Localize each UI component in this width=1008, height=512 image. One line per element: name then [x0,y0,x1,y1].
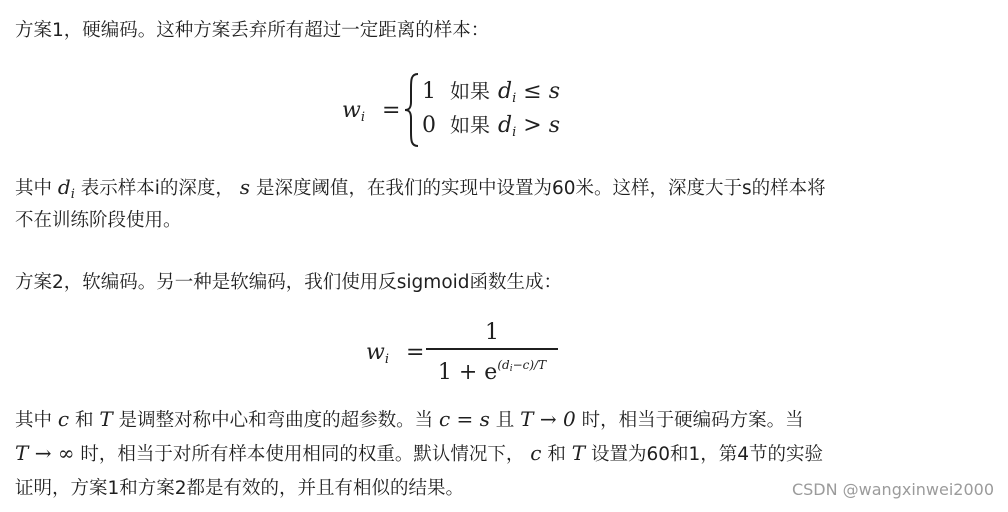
formula-1-case-1 [422,76,560,114]
formula-1-lhs [342,94,400,135]
case-2-relation: > s [523,113,560,138]
scheme-2-intro-text: 方案2，软编码。另一种是软编码，我们使用反sigmoid函数生成： [15,272,563,293]
inline-math-s: s [239,175,251,199]
denominator-exponent [497,358,546,372]
inline-math-T-to-0: T → 0 [520,407,576,431]
exponent-part-2: −c)/T [512,357,547,372]
p5-text-b: 和 [541,444,572,465]
inline-math-T-to-infinity: T → ∞ [15,441,75,465]
p2-text-b: 表示样本i的深度， [74,178,234,199]
p4-text-d: 且 [489,410,521,431]
denominator-base: 1 + e [437,359,498,385]
formula-1-case-2 [422,110,560,148]
left-brace-icon [404,72,420,148]
case-1-word: 如果 [450,79,490,103]
p5-text-a: 时，相当于对所有样本使用相同的权重。默认情况下， [74,444,525,465]
inline-math-c-eq-s: c = s [438,407,490,431]
case-2-word: 如果 [450,113,490,137]
p4-text-c: 是调整对称中心和弯曲度的超参数。当 [112,410,439,431]
case-1-d: d [498,79,513,104]
case-1-value: 1 [422,79,436,104]
case-2-d-sub: i [512,125,517,140]
p6-text: 证明，方案1和方案2都是有效的，并且有相似的结果。 [15,478,465,499]
paragraph-hyperparameters-line-2 [15,436,1008,472]
inline-math-c: c [57,407,70,431]
case-2-d: d [498,113,513,138]
p4-text-a: 其中 [15,410,58,431]
inline-math-c-2: c [530,441,542,465]
exponent-sub: i [509,363,513,374]
hard-encoding-formula [342,68,662,150]
formula-1-equals: = [382,98,401,123]
case-1-d-sub: i [512,91,517,106]
paragraph-scheme-1-intro [15,14,1008,48]
inline-math-T-2: T [571,441,586,465]
fraction-numerator: 1 [485,320,499,345]
p2-text-a: 其中 [15,178,58,199]
paragraph-hyperparameters [15,402,1008,438]
formula-2-fraction [424,318,560,388]
p2-text-c: 是深度阈值，在我们的实现中设置为60米。这样，深度大于s的样本将 [250,178,826,199]
paragraph-depth-threshold-line-2 [15,204,1008,238]
formula-2-w-sub: i [384,352,390,367]
soft-encoding-formula [366,318,566,384]
fraction-denominator [424,350,560,388]
formula-1-w-sub: i [360,110,366,125]
inline-math-d [57,175,75,202]
formula-1-w: w [342,98,361,123]
p4-text-e: 时，相当于硬编码方案。当 [575,410,804,431]
formula-2-lhs [366,336,424,377]
p2-line-2: 不在训练阶段使用。 [15,210,182,231]
scheme-1-intro-text: 方案1，硬编码。这种方案丢弃所有超过一定距离的样本： [15,20,490,41]
case-1-relation: ≤ s [523,79,560,104]
formula-2-equals: = [406,340,425,365]
csdn-watermark: CSDN @wangxinwei2000 [791,480,994,499]
exponent-part-1: (d [497,357,510,372]
paragraph-scheme-2-intro [15,266,1008,300]
case-2-value: 0 [422,113,436,138]
p4-text-b: 和 [69,410,100,431]
p5-text-c: 设置为60和1，第4节的实验 [585,444,824,465]
inline-d-sub: i [70,187,75,202]
inline-d: d [57,175,71,199]
inline-math-T: T [99,407,113,431]
formula-2-w: w [366,340,385,365]
